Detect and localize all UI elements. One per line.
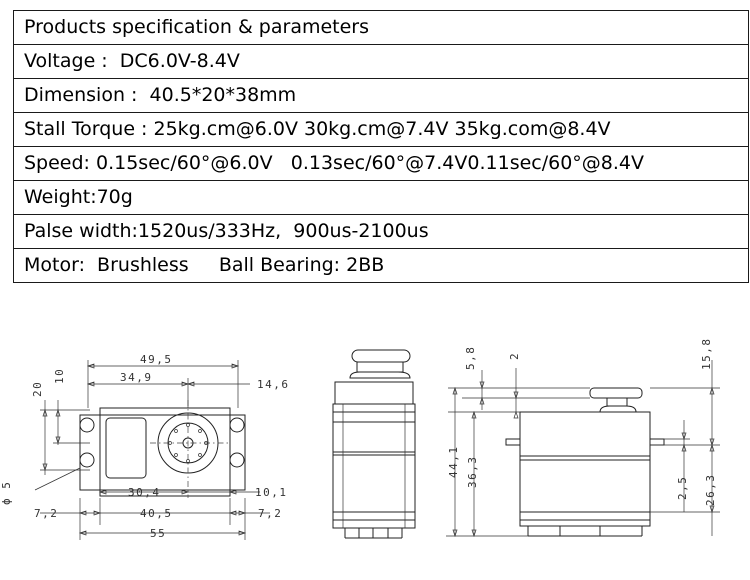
dim-20: 20 — [31, 380, 44, 397]
dim-7-2-right: 7,2 — [258, 507, 283, 520]
front-view — [333, 350, 415, 538]
dim-2-5: 2,5 — [676, 475, 689, 500]
spec-pulse-width: Palse width:1520us/333Hz, 900us-2100us — [14, 215, 749, 249]
side-view — [446, 338, 720, 537]
dim-5-8: 5,8 — [464, 345, 477, 370]
dim-36-3: 36,3 — [466, 455, 479, 488]
dim-34-9: 34,9 — [120, 371, 153, 384]
spec-dimension: Dimension : 40.5*20*38mm — [14, 79, 749, 113]
spec-weight: Weight:70g — [14, 181, 749, 215]
dim-40-5: 40,5 — [140, 507, 173, 520]
spec-stall-torque: Stall Torque : 25kg.cm@6.0V 30kg.cm@7.4V 35kg.com@8.4V — [14, 113, 749, 147]
dim-30-4: 30,4 — [128, 486, 161, 499]
spec-voltage: Voltage : DC6.0V-8.4V — [14, 45, 749, 79]
dim-44-1: 44,1 — [447, 445, 460, 478]
dim-2: 2 — [508, 351, 521, 360]
dim-55: 55 — [150, 527, 167, 540]
spec-motor: Motor: Brushless Ball Bearing: 2BB — [14, 249, 749, 283]
dim-phi-5: ϕ 5 — [0, 480, 13, 505]
dim-10: 10 — [53, 367, 66, 384]
dim-10-1: 10,1 — [255, 486, 288, 499]
spec-table — [13, 10, 749, 283]
dim-49-5: 49,5 — [140, 353, 173, 366]
spec-speed: Speed: 0.15sec/60°@6.0V 0.13sec/60°@7.4V0.11sec/60°@8.4V — [14, 147, 749, 181]
top-view — [0, 353, 290, 540]
dim-26-3: 26,3 — [704, 473, 717, 506]
dim-15-8: 15,8 — [700, 337, 713, 370]
dim-7-2-left: 7,2 — [34, 507, 59, 520]
dim-14-6: 14,6 — [257, 378, 290, 391]
servo-technical-drawing — [0, 300, 750, 580]
spec-header: Products specification & parameters — [14, 11, 749, 45]
